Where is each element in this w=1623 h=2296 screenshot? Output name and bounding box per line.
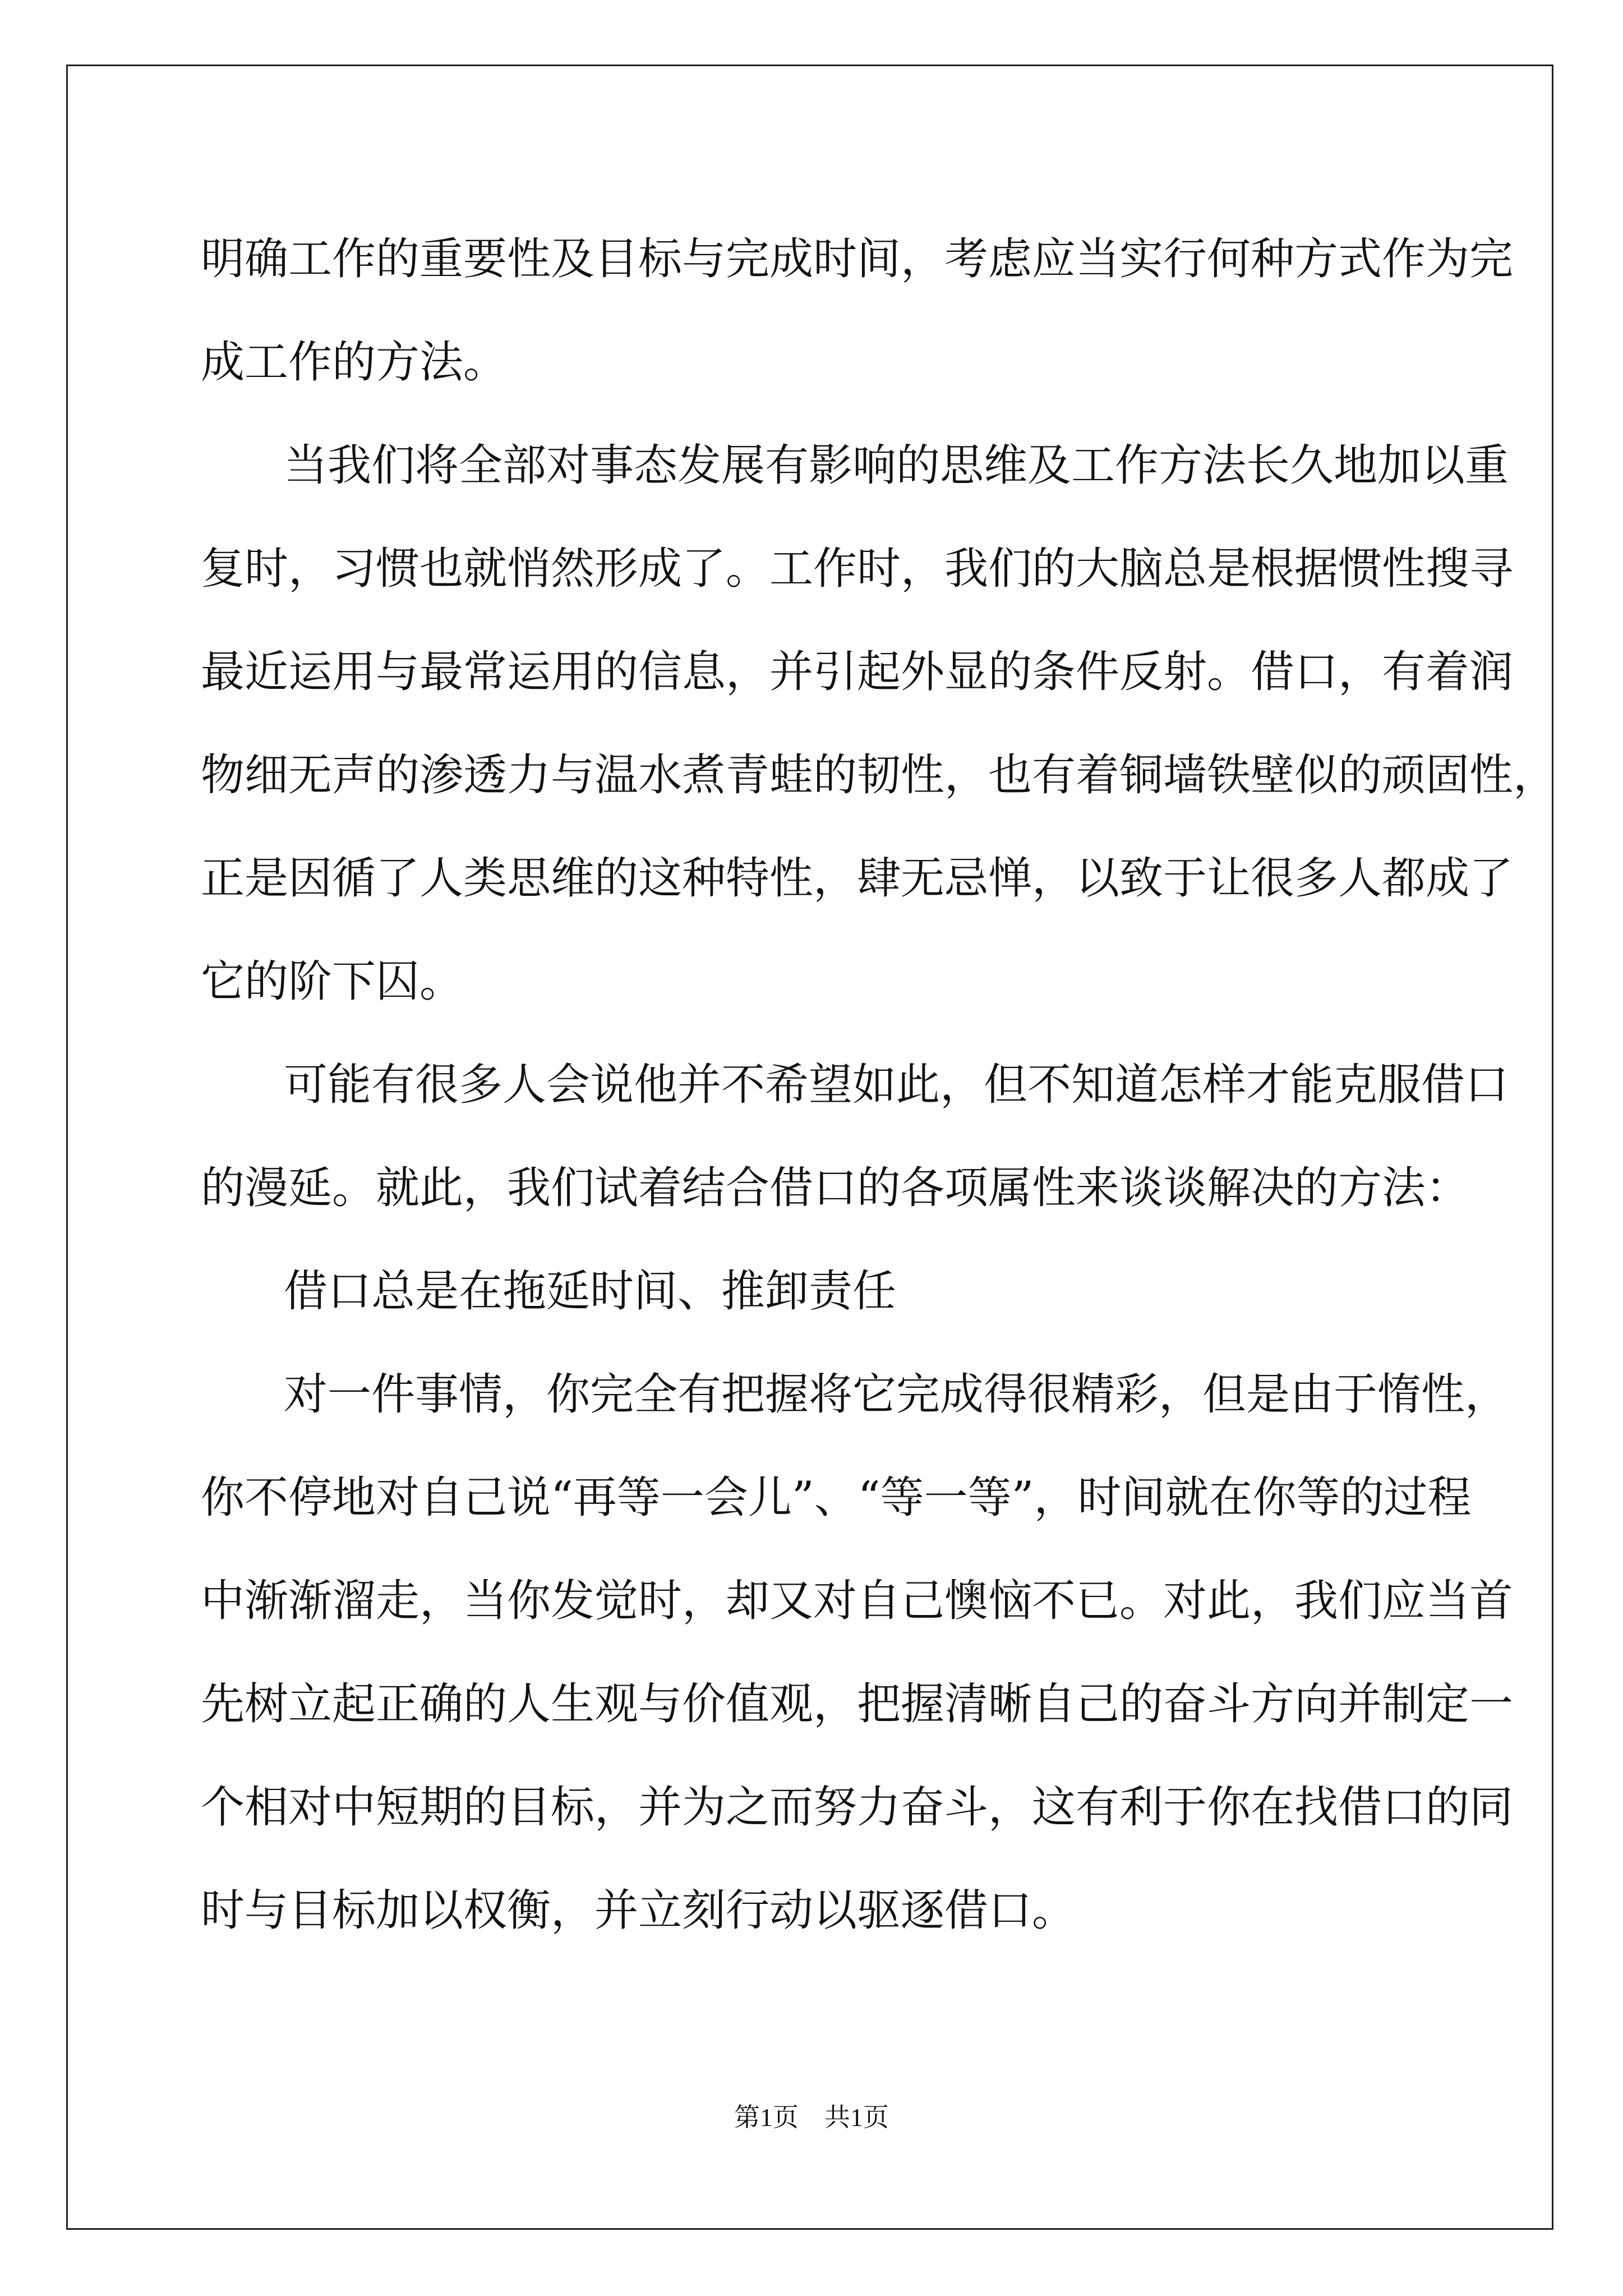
text-line: 时与目标加以权衡，并立刻行动以驱逐借口。	[201, 1885, 1076, 1936]
text-line: 它的阶下囚。	[201, 956, 464, 1007]
text-line: 个相对中短期的目标，并为之而努力奋斗，这有利于你在找借口的同	[201, 1782, 1514, 1833]
text-line: 你不停地对自己说“再等一会儿”、“等一等”，时间就在你等的过程	[201, 1473, 1472, 1523]
text-line: 的漫延。就此，我们试着结合借口的各项属性来谈谈解决的方法：	[201, 1163, 1470, 1213]
text-line: 先树立起正确的人生观与价值观，把握清晰自己的奋斗方向并制定一	[201, 1679, 1514, 1729]
text-line: 最近运用与最常运用的信息，并引起外显的条件反射。借口，有着润	[201, 647, 1514, 697]
paragraph-start-line: 对一件事情，你完全有把握将它完成得很精彩，但是由于惰性，	[284, 1369, 1509, 1420]
text-line: 物细无声的渗透力与温水煮青蛙的韧性，也有着铜墙铁壁似的顽固性，	[201, 750, 1557, 800]
document-body	[201, 208, 1557, 1962]
text-line: 成工作的方法。	[201, 337, 508, 388]
page-number-footer: 第1页 共1页	[734, 2103, 889, 2132]
text-line: 正是因循了人类思维的这种特性，肆无忌惮，以致于让很多人都成了	[201, 853, 1514, 904]
paragraph-start-line: 可能有很多人会说他并不希望如此，但不知道怎样才能克服借口	[284, 1060, 1509, 1110]
paragraph-start-line: 当我们将全部对事态发展有影响的思维及工作方法长久地加以重	[284, 440, 1509, 491]
text-line: 中渐渐溜走，当你发觉时，却又对自己懊恼不已。对此，我们应当首	[201, 1576, 1514, 1626]
section-heading-line: 借口总是在拖延时间、推卸责任	[284, 1266, 897, 1317]
text-line: 复时，习惯也就悄然形成了。工作时，我们的大脑总是根据惯性搜寻	[201, 544, 1514, 594]
text-line: 明确工作的重要性及目标与完成时间，考虑应当实行何种方式作为完	[201, 234, 1514, 284]
